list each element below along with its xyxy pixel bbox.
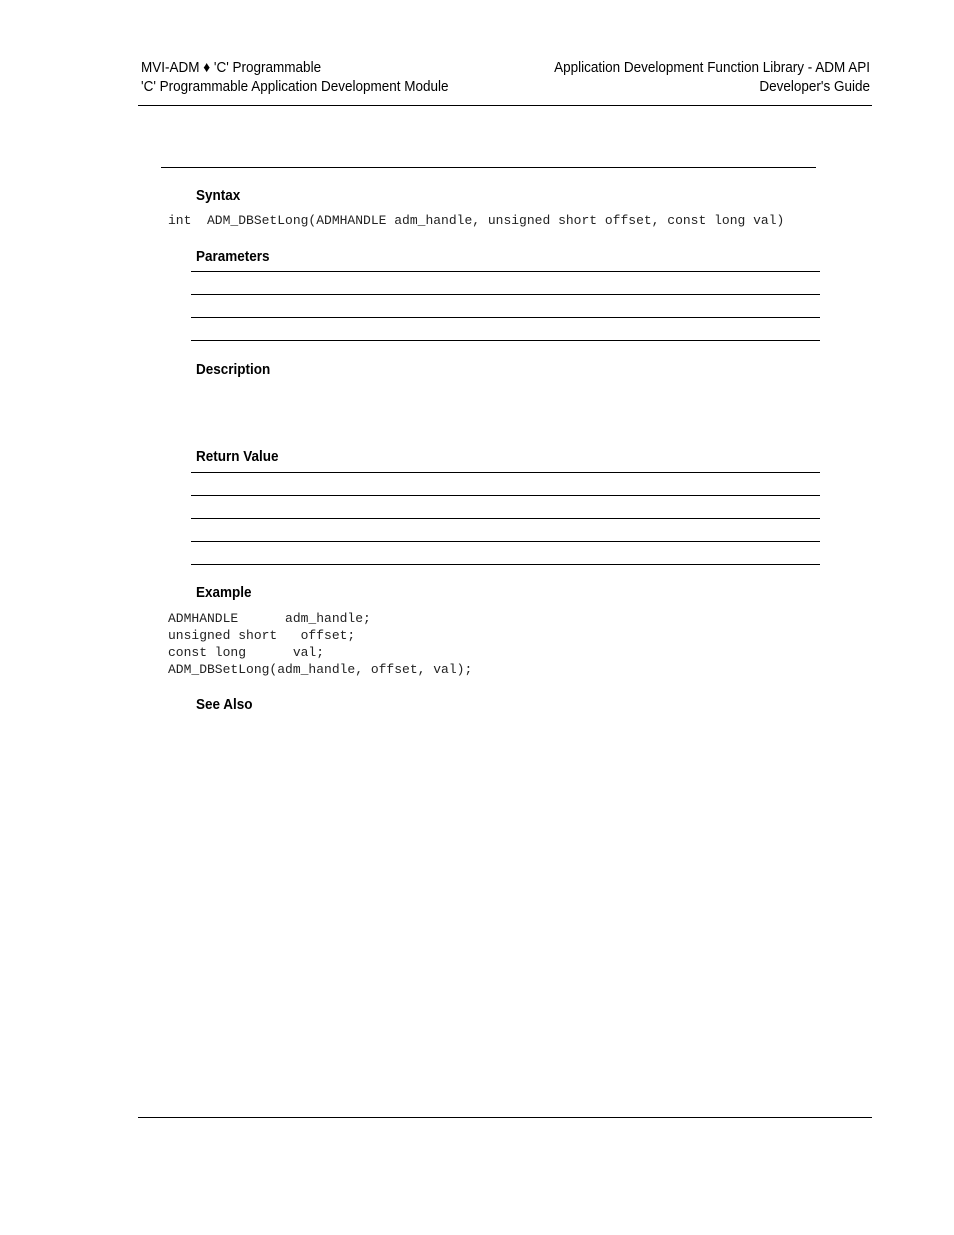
header-chapter-title: Application Development Function Library - ADM API bbox=[554, 59, 870, 76]
example-code-line: const long val; bbox=[168, 645, 325, 660]
parameters-table bbox=[191, 271, 820, 341]
header-divider bbox=[138, 105, 872, 106]
parameters-heading: Parameters bbox=[196, 248, 270, 265]
example-code-line: ADM_DBSetLong(adm_handle, offset, val); bbox=[168, 662, 473, 677]
running-header-right bbox=[554, 58, 870, 96]
header-product-title: MVI-ADM ♦ 'C' Programmable bbox=[141, 59, 322, 76]
syntax-heading: Syntax bbox=[196, 187, 241, 204]
example-code-line: ADMHANDLE adm_handle; bbox=[168, 611, 371, 626]
function-title-rule bbox=[161, 167, 816, 168]
return-value-row bbox=[191, 519, 820, 542]
return-value-heading: Return Value bbox=[196, 448, 279, 465]
header-guide-title: Developer's Guide bbox=[759, 78, 870, 95]
header-product-subtitle: 'C' Programmable Application Development Module bbox=[141, 78, 449, 95]
syntax-code: int ADM_DBSetLong(ADMHANDLE adm_handle, unsigned short offset, const long val) bbox=[168, 213, 785, 228]
parameters-row bbox=[191, 295, 820, 318]
example-code-line: unsigned short offset; bbox=[168, 628, 356, 643]
return-value-row bbox=[191, 496, 820, 519]
running-header-left bbox=[141, 58, 449, 96]
return-value-row bbox=[191, 472, 820, 496]
parameters-row bbox=[191, 318, 820, 341]
example-heading: Example bbox=[196, 584, 252, 601]
description-heading: Description bbox=[196, 361, 271, 378]
see-also-heading: See Also bbox=[196, 696, 253, 713]
return-value-table bbox=[191, 472, 820, 565]
parameters-row bbox=[191, 271, 820, 295]
footer-divider bbox=[138, 1117, 872, 1118]
return-value-row bbox=[191, 542, 820, 565]
